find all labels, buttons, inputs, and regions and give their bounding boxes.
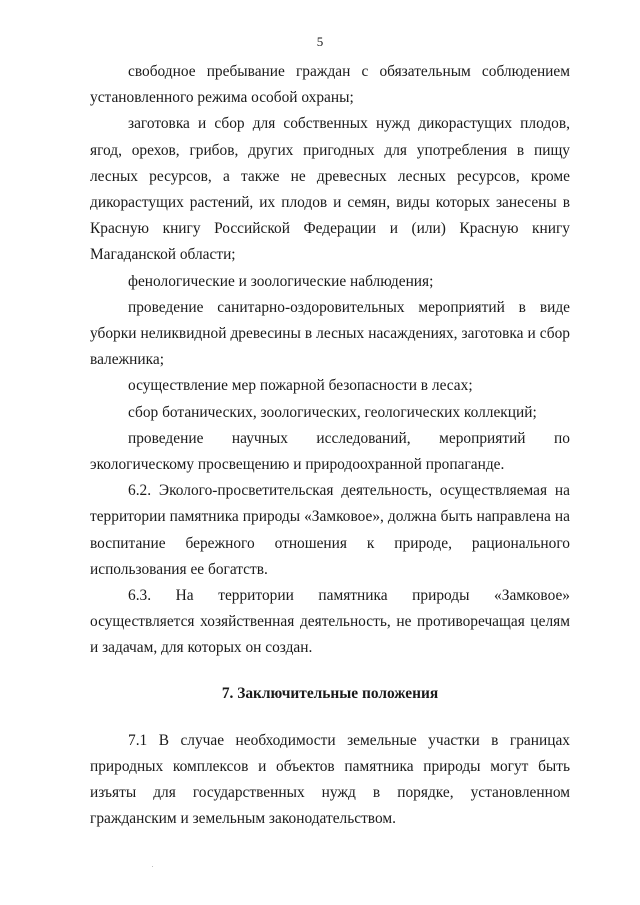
paragraph-research: проведение научных исследований, мероприятий по экологическому просвещению и природоохранной пропаганде. <box>90 429 570 474</box>
paragraph-6-3: 6.3. На территории памятника природы «Замковое» осуществляется хозяйственная деятельность, не противоречащая целям и задачам, для которых он создан. <box>90 587 570 657</box>
paragraph-observations: фенологические и зоологические наблюдения; <box>128 272 434 290</box>
section-heading: 7. Заключительные положения <box>221 684 439 702</box>
paragraph-collections: сбор ботанических, зоологических, геологических коллекций; <box>128 403 537 421</box>
page-number: 5 <box>316 34 324 49</box>
scan-speck <box>152 866 153 867</box>
paragraph-free-stay: свободное пребывание граждан с обязательным соблюдением установленного режима особой охраны; <box>90 63 570 107</box>
document-body <box>90 59 570 833</box>
paragraph-sanitary-measures: проведение санитарно-оздоровительных мероприятий в виде уборки неликвидной древесины в лесных насаждениях, заготовка и сбор валежника; <box>90 298 570 369</box>
paragraph-6-2: 6.2. Эколого-просветительская деятельность, осуществляемая на территории памятника природы «Замковое», должна быть направлена на воспитание бережного отношения к природе, рационального использования ее богатств. <box>90 482 570 578</box>
paragraph-harvesting: заготовка и сбор для собственных нужд дикорастущих плодов, ягод, орехов, грибов, других пригодных для употребления в пищу лесных ресурсов, а также не древесных лесных ресурсов, кроме дикорастущих растений, их плодов и семян, виды которых занесены в Красную книгу Российской Федерации и (или) Красную книгу Магаданской области; <box>90 115 570 264</box>
paragraph-7-1: 7.1 В случае необходимости земельные участки в границах природных комплексов и объектов памятника природы могут быть изъяты для государственных нужд в порядке, установленном гражданским и земельным законодательством. <box>90 731 570 828</box>
paragraph-fire-safety: осуществление мер пожарной безопасности в лесах; <box>128 377 473 395</box>
